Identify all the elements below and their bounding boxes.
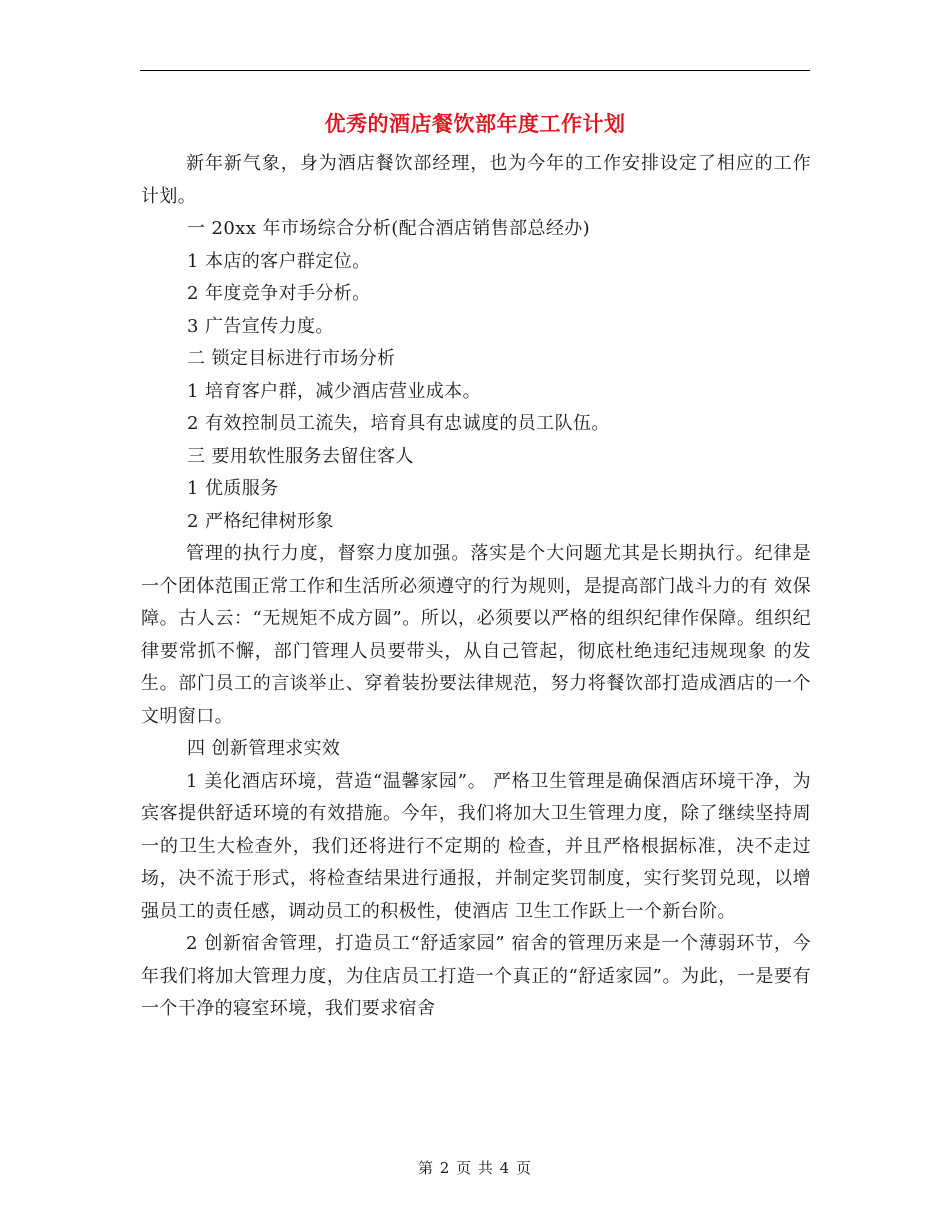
section-heading-2: 二 锁定目标进行市场分析 bbox=[187, 348, 396, 369]
header-rule bbox=[140, 70, 810, 71]
list-item: 2 年度竞争对手分析。 bbox=[187, 283, 371, 304]
list-item: 3 广告宣传力度。 bbox=[187, 315, 334, 337]
list-item: 2 严格纪律树形象 bbox=[187, 510, 334, 532]
paragraph-environment: 1 美化酒店环境，营造“温馨家园”。 严格卫生管理是确保酒店环境干净，为宾客提供舒适环境的有效措施。今年，我们将加大卫生管理力度，除了继续坚持周一的卫生大检查外，我们还将进行不定期的 检查，并且严格根据标准，决不走过场，决不流于形式，将检查结果进行通报，并制定奖罚制度，实行奖罚兑现，以增强员工的责任感，调动员工的积极性，使酒店 卫生工作跃上一个新台阶。 bbox=[141, 770, 811, 922]
list-item: 1 优质服务 bbox=[187, 478, 279, 499]
paragraph-dormitory: 2 创新宿舍管理，打造员工“舒适家园” 宿舍的管理历来是一个薄弱环节，今年我们将加大管理力度，为住店员工打造一个真正的“舒适家园”。为此，一是要有一个干净的寝室环境，我们要求宿舍 bbox=[141, 933, 811, 1019]
paragraph-discipline: 管理的执行力度，督察力度加强。落实是个大问题尤其是长期执行。纪律是一个团体范围正常工作和生活所必须遵守的行为规则，是提高部门战斗力的有 效保障。古人云：“无规矩不成方圆”。所以，必须要以严格的组织纪律作保障。组织纪律要常抓不懈，部门管理人员要带头，从自己管起，彻底杜绝违纪违规现象 的发生。部门员工的言谈举止、穿着装扮要法律规范，努力将餐饮部打造成酒店的一个文明窗口。 bbox=[141, 543, 811, 727]
section-heading-3: 三 要用软性服务去留住客人 bbox=[187, 445, 414, 467]
section-heading-4: 四 创新管理求实效 bbox=[187, 738, 341, 759]
section-heading-1: 一 20xx 年市场综合分析(配合酒店销售部总经办) bbox=[187, 218, 591, 239]
document-title: 优秀的酒店餐饮部年度工作计划 bbox=[324, 111, 626, 136]
list-item: 2 有效控制员工流失，培育具有忠诚度的员工队伍。 bbox=[187, 413, 610, 434]
paragraph-intro: 新年新气象，身为酒店餐饮部经理，也为今年的工作安排设定了相应的工作计划。 bbox=[141, 153, 811, 207]
page-number: 第 2 页 共 4 页 bbox=[418, 1159, 532, 1177]
document-body bbox=[141, 148, 811, 1026]
list-item: 1 培育客户群，减少酒店营业成本。 bbox=[187, 380, 481, 402]
list-item: 1 本店的客户群定位。 bbox=[187, 250, 371, 272]
